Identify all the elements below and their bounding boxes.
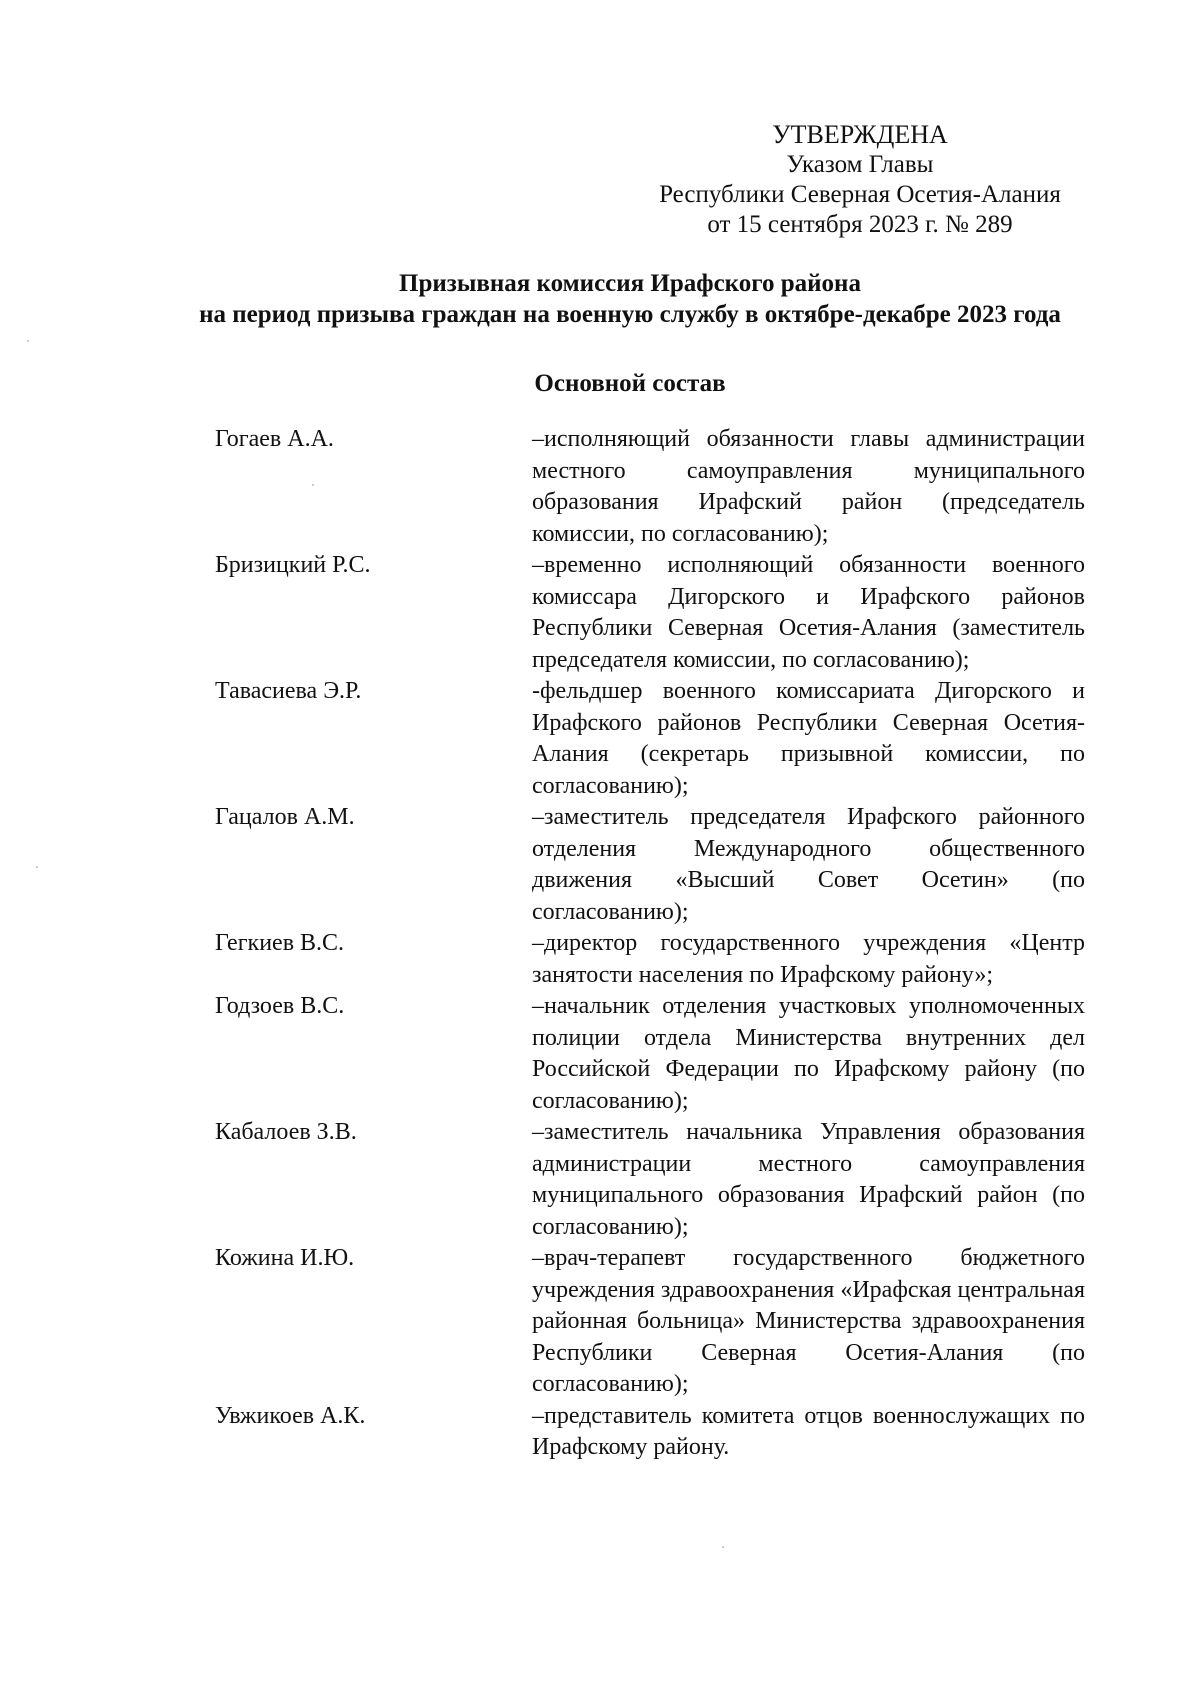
member-name: Кабалоев З.В. — [215, 1119, 357, 1145]
member-row — [215, 676, 1095, 802]
title-line-2: на период призыва граждан на военную службу в октябре-декабре 2023 года — [199, 301, 1061, 328]
member-role: –врач-терапевт государственного бюджетного учреждения здравоохранения «Ирафская центральная районная больница» Министерства здравоохранения Республики Северная Осетия-Алания (по согласованию); — [532, 1245, 1085, 1397]
member-row — [215, 424, 1095, 550]
scan-speck — [36, 866, 38, 868]
member-role: –временно исполняющий обязанности военного комиссара Дигорского и Ирафского районов Республики Северная Осетия-Алания (заместитель председателя комиссии, по согласованию); — [532, 552, 1085, 673]
member-row — [215, 1243, 1095, 1401]
approval-date-line: от 15 сентября 2023 г. № 289 — [707, 211, 1013, 238]
member-name: Гогаев А.А. — [215, 426, 334, 452]
member-row — [215, 802, 1095, 928]
member-name: Увжикоев А.К. — [215, 1402, 366, 1429]
member-row — [215, 991, 1095, 1117]
member-role: -фельдшер военного комиссариата Дигорского и Ирафского районов Республики Северная Осетия-Алания (секретарь призывной комиссии, по согласованию); — [532, 678, 1085, 799]
member-role: –заместитель председателя Ирафского районного отделения Международного общественного движения «Высший Совет Осетин» (по согласованию); — [532, 804, 1085, 925]
member-role: –заместитель начальника Управления образования администрации местного самоуправления муниципального образования Ирафский район (по согласованию); — [532, 1119, 1085, 1240]
scan-speck — [722, 1546, 724, 1548]
approval-stamp-block — [640, 120, 1080, 240]
member-row — [215, 1117, 1095, 1243]
approval-decree-line: Указом Главы — [786, 151, 934, 178]
approval-heading: УТВЕРЖДЕНА — [772, 120, 948, 149]
members-list — [215, 424, 1095, 1464]
member-role: –директор государственного учреждения «Центр занятости населения по Ирафскому району»; — [532, 930, 1085, 988]
member-name: Тавасиева Э.Р. — [215, 678, 362, 704]
member-row — [215, 1401, 1095, 1464]
member-name: Гегкиев В.С. — [215, 930, 345, 956]
member-row — [215, 928, 1095, 991]
member-role: –начальник отделения участковых уполномоченных полиции отдела Министерства внутренних дел Российской Федерации по Ирафскому району (по согласованию); — [532, 993, 1085, 1114]
member-role: –исполняющий обязанности главы администрации местного самоуправления муниципального образования Ирафский район (председатель комиссии, по согласованию); — [532, 426, 1085, 547]
document-title — [140, 268, 1120, 330]
member-role: –представитель комитета отцов военнослужащих по Ирафскому району. — [532, 1402, 1085, 1460]
member-row — [215, 550, 1095, 676]
section-title: Основной состав — [534, 370, 726, 397]
member-name: Кожина И.Ю. — [215, 1245, 355, 1271]
member-name: Бризицкий Р.С. — [215, 552, 371, 578]
approval-republic-line: Республики Северная Осетия-Алания — [659, 181, 1061, 208]
title-line-1: Призывная комиссия Ирафского района — [399, 270, 861, 297]
scan-speck — [27, 340, 29, 342]
member-name: Гацалов А.М. — [215, 804, 355, 830]
scan-speck — [312, 484, 314, 486]
member-name: Годзоев В.С. — [215, 993, 345, 1019]
